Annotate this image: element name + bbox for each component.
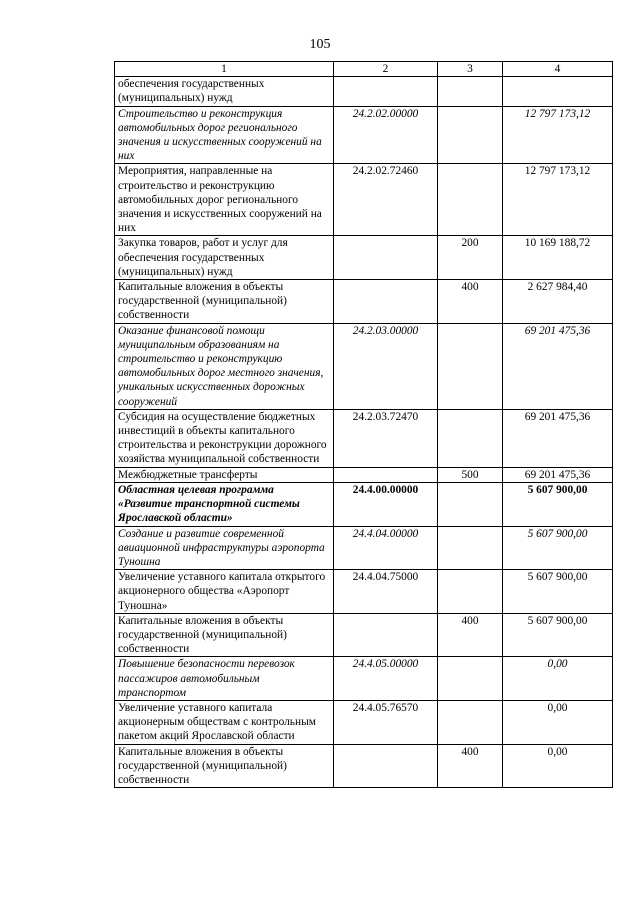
table-row	[115, 77, 613, 106]
row-type-cell	[438, 700, 503, 744]
row-code-cell	[334, 280, 438, 324]
row-name-cell: Капитальные вложения в объекты государственной (муниципальной) собственности	[115, 613, 334, 657]
row-name-cell: Субсидия на осуществление бюджетных инвестиций в объекты капитального строительства и реконструкции дорожного хозяйства муниципальной собственности	[115, 409, 334, 467]
row-type-cell	[438, 570, 503, 614]
row-amount-cell: 5 607 900,00	[503, 526, 613, 570]
row-amount-cell: 5 607 900,00	[503, 482, 613, 526]
row-amount-cell: 12 797 173,12	[503, 106, 613, 164]
row-code-cell: 24.2.03.72470	[334, 409, 438, 467]
row-amount-cell: 5 607 900,00	[503, 570, 613, 614]
row-name-cell: Создание и развитие современной авиационной инфраструктуры аэропорта Туношна	[115, 526, 334, 570]
table-row	[115, 236, 613, 280]
row-code-cell	[334, 236, 438, 280]
row-type-cell	[438, 526, 503, 570]
row-amount-cell: 0,00	[503, 744, 613, 788]
table-row	[115, 106, 613, 164]
row-amount-cell: 2 627 984,40	[503, 280, 613, 324]
table-row	[115, 409, 613, 467]
row-name-cell: Повышение безопасности перевозок пассажиров автомобильным транспортом	[115, 657, 334, 701]
row-type-cell	[438, 77, 503, 106]
row-name-cell: Капитальные вложения в объекты государственной (муниципальной) собственности	[115, 744, 334, 788]
row-amount-cell: 0,00	[503, 657, 613, 701]
row-name-cell: Закупка товаров, работ и услуг для обеспечения государственных (муниципальных) нужд	[115, 236, 334, 280]
row-code-cell: 24.2.03.00000	[334, 323, 438, 409]
table-row	[115, 164, 613, 236]
row-amount-cell: 69 201 475,36	[503, 409, 613, 467]
page-number: 105	[309, 37, 331, 52]
row-name-cell: Областная целевая программа «Развитие транспортной системы Ярославской области»	[115, 482, 334, 526]
row-amount-cell: 5 607 900,00	[503, 613, 613, 657]
row-code-cell: 24.4.04.00000	[334, 526, 438, 570]
table-body	[115, 77, 613, 788]
row-name-cell: Увеличение уставного капитала акционерным обществам с контрольным пакетом акций Ярославской области	[115, 700, 334, 744]
row-type-cell: 400	[438, 744, 503, 788]
table-row	[115, 467, 613, 482]
table-row	[115, 570, 613, 614]
row-type-cell: 500	[438, 467, 503, 482]
row-code-cell: 24.2.02.00000	[334, 106, 438, 164]
row-amount-cell: 12 797 173,12	[503, 164, 613, 236]
table-row	[115, 657, 613, 701]
header-col-1: 1	[115, 62, 334, 77]
row-code-cell: 24.4.05.76570	[334, 700, 438, 744]
header-col-2: 2	[334, 62, 438, 77]
table-row	[115, 280, 613, 324]
row-name-cell: Мероприятия, направленные на строительство и реконструкцию автомобильных дорог регионального значения и искусственных сооружений на них	[115, 164, 334, 236]
row-type-cell	[438, 106, 503, 164]
row-name-cell: обеспечения государственных (муниципальных) нужд	[115, 77, 334, 106]
table-row	[115, 482, 613, 526]
table-header-row	[115, 62, 613, 77]
row-amount-cell: 0,00	[503, 700, 613, 744]
row-code-cell: 24.4.00.00000	[334, 482, 438, 526]
row-type-cell	[438, 164, 503, 236]
row-type-cell	[438, 657, 503, 701]
row-amount-cell	[503, 77, 613, 106]
row-amount-cell: 69 201 475,36	[503, 467, 613, 482]
row-code-cell: 24.2.02.72460	[334, 164, 438, 236]
row-code-cell: 24.4.04.75000	[334, 570, 438, 614]
row-name-cell: Увеличение уставного капитала открытого акционерного общества «Аэропорт Туношна»	[115, 570, 334, 614]
row-type-cell: 200	[438, 236, 503, 280]
table-row	[115, 323, 613, 409]
row-code-cell	[334, 77, 438, 106]
row-type-cell: 400	[438, 280, 503, 324]
row-type-cell: 400	[438, 613, 503, 657]
row-code-cell	[334, 744, 438, 788]
table-row	[115, 700, 613, 744]
row-name-cell: Строительство и реконструкция автомобильных дорог регионального значения и искусственных сооружений на них	[115, 106, 334, 164]
row-amount-cell: 10 169 188,72	[503, 236, 613, 280]
row-name-cell: Капитальные вложения в объекты государственной (муниципальной) собственности	[115, 280, 334, 324]
row-amount-cell: 69 201 475,36	[503, 323, 613, 409]
row-name-cell: Межбюджетные трансферты	[115, 467, 334, 482]
row-type-cell	[438, 409, 503, 467]
header-col-3: 3	[438, 62, 503, 77]
table-row	[115, 613, 613, 657]
row-code-cell	[334, 613, 438, 657]
row-name-cell: Оказание финансовой помощи муниципальным образованиям на строительство и реконструкцию автомобильных дорог местного значения, уникальных искусственных дорожных сооружений	[115, 323, 334, 409]
table-row	[115, 744, 613, 788]
row-code-cell: 24.4.05.00000	[334, 657, 438, 701]
header-col-4: 4	[503, 62, 613, 77]
row-type-cell	[438, 482, 503, 526]
row-type-cell	[438, 323, 503, 409]
row-code-cell	[334, 467, 438, 482]
table-row	[115, 526, 613, 570]
budget-table	[114, 61, 613, 788]
